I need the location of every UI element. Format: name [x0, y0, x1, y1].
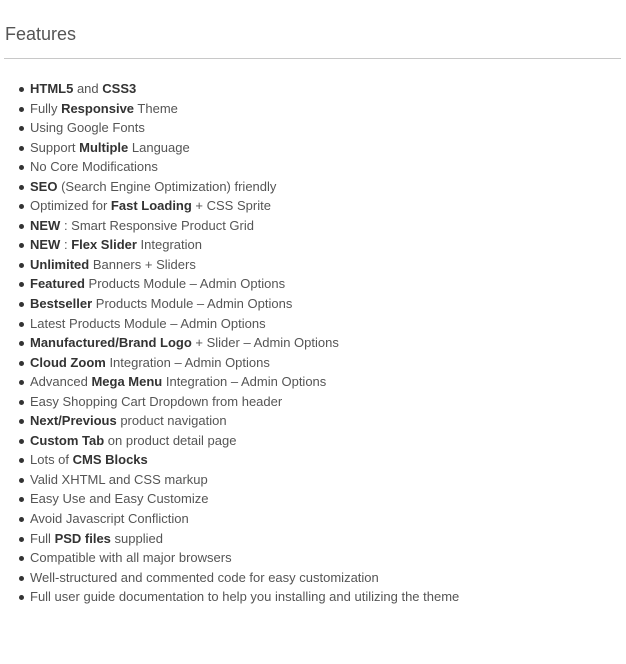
feature-item [30, 196, 459, 216]
feature-highlight: Custom Tab [30, 432, 105, 448]
feature-item [30, 235, 459, 255]
feature-text: supplied [110, 530, 163, 546]
feature-item [30, 118, 459, 138]
feature-highlight: Flex Slider [71, 237, 137, 253]
feature-text: Avoid Javascript Confliction [30, 511, 189, 527]
feature-highlight: Featured [30, 276, 85, 292]
feature-text: Support [30, 139, 80, 155]
feature-highlight: NEW [30, 237, 61, 253]
feature-text: Full [30, 530, 55, 546]
feature-highlight: Fast Loading [110, 198, 192, 214]
feature-highlight: Unlimited [30, 256, 90, 272]
feature-item [30, 314, 459, 334]
feature-text: No Core Modifications [30, 159, 158, 175]
feature-text: Full user guide documentation to help you installing and utilizing the theme [30, 589, 460, 605]
feature-item [30, 470, 459, 490]
feature-text: : [60, 237, 72, 253]
feature-item [30, 568, 459, 588]
feature-text: Lots of [30, 452, 73, 468]
feature-item [30, 587, 459, 607]
feature-text: on product detail page [104, 432, 237, 448]
feature-item [30, 489, 459, 509]
feature-highlight: Responsive [61, 100, 135, 116]
feature-text: Banners + Sliders [89, 256, 196, 272]
feature-item [30, 274, 459, 294]
feature-text: Integration [136, 237, 202, 253]
feature-text: Easy Shopping Cart Dropdown from header [30, 393, 283, 409]
feature-item [30, 411, 459, 431]
feature-item [30, 529, 459, 549]
feature-item [30, 138, 459, 158]
feature-text: Fully [30, 100, 62, 116]
feature-text: Latest Products Module – Admin Options [30, 315, 266, 331]
feature-text: Language [128, 139, 190, 155]
heading-divider [4, 58, 621, 59]
feature-text: product navigation [116, 413, 227, 429]
feature-highlight: Cloud Zoom [30, 354, 106, 370]
feature-text: Advanced [30, 374, 92, 390]
feature-text: Valid XHTML and CSS markup [30, 471, 208, 487]
feature-text: Using Google Fonts [30, 120, 145, 136]
feature-text: + CSS Sprite [191, 198, 271, 214]
feature-text: Products Module – Admin Options [92, 296, 293, 312]
features-list [30, 79, 459, 607]
feature-highlight: Manufactured/Brand Logo [30, 335, 192, 351]
feature-highlight: Mega Menu [91, 374, 163, 390]
feature-text: Compatible with all major browsers [30, 550, 232, 566]
feature-item [30, 431, 459, 451]
feature-item [30, 157, 459, 177]
feature-text: Optimized for [30, 198, 111, 214]
feature-highlight: HTML5 [30, 81, 74, 96]
feature-item [30, 216, 459, 236]
feature-highlight: Next/Previous [30, 413, 117, 429]
feature-item [30, 509, 459, 529]
feature-text: Products Module – Admin Options [84, 276, 286, 292]
feature-text: Integration – Admin Options [105, 354, 270, 370]
feature-highlight: NEW [30, 217, 61, 233]
feature-text: Easy Use and Easy Customize [30, 491, 209, 507]
feature-item [30, 333, 459, 353]
feature-item [30, 79, 459, 99]
feature-item [30, 177, 459, 197]
section-heading: Features [5, 24, 77, 44]
feature-item [30, 255, 459, 275]
feature-text: Integration – Admin Options [162, 374, 327, 390]
feature-text: Theme [134, 100, 178, 116]
feature-item [30, 372, 459, 392]
feature-text: Well-structured and commented code for easy customization [30, 569, 379, 585]
feature-item [30, 99, 459, 119]
feature-text: and [73, 81, 103, 96]
feature-highlight: PSD files [54, 530, 111, 546]
feature-item [30, 353, 459, 373]
feature-item [30, 450, 459, 470]
feature-highlight: SEO [30, 178, 58, 194]
feature-item [30, 548, 459, 568]
feature-highlight: Bestseller [30, 296, 93, 312]
feature-item [30, 392, 459, 412]
feature-text: + Slider – Admin Options [191, 335, 339, 351]
feature-highlight: CSS3 [102, 81, 137, 96]
feature-item [30, 294, 459, 314]
feature-highlight: CMS Blocks [72, 452, 148, 468]
feature-highlight: Multiple [79, 139, 129, 155]
feature-text: : Smart Responsive Product Grid [60, 217, 254, 233]
feature-text: (Search Engine Optimization) friendly [57, 178, 277, 194]
